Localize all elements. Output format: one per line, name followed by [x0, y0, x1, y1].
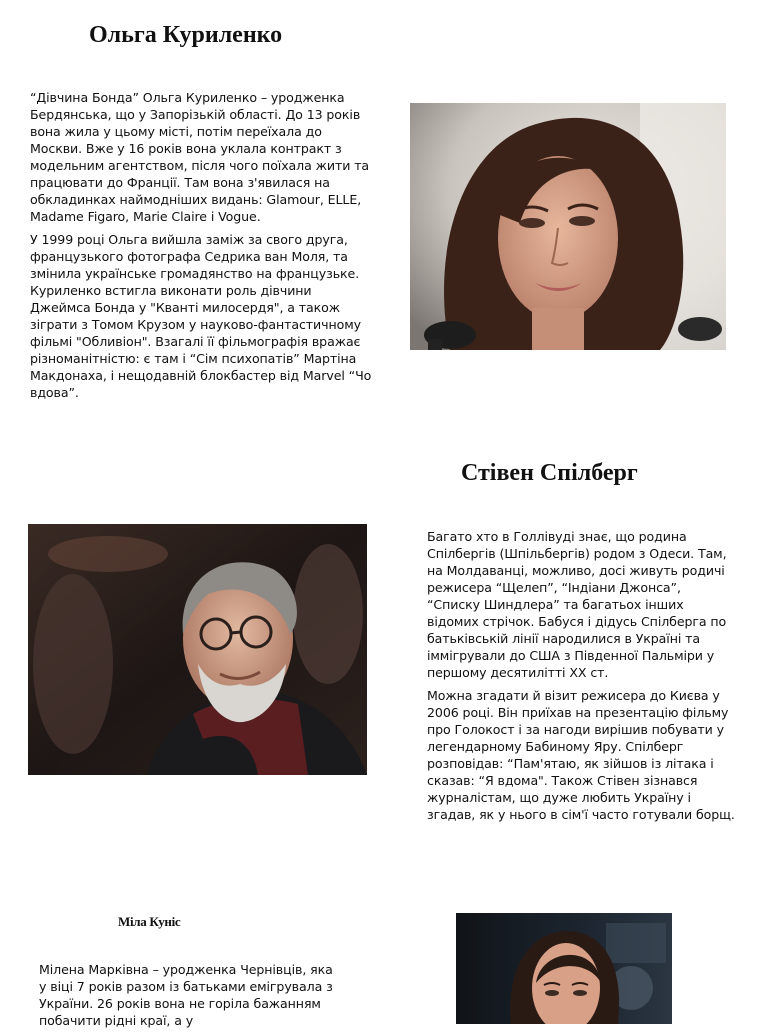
section-title-kunis: Міла Куніс [118, 914, 181, 929]
portrait-photo-kunis [456, 913, 672, 1024]
section-title-spielberg: Стівен Спілберг [461, 460, 638, 486]
portrait-photo-kurylenko [410, 103, 726, 350]
bio-text-kurylenko [30, 89, 375, 407]
paragraph: У 1999 році Ольга вийшла заміж за свого друга, французького фотографа Седрика ван Моля, та змінила українське громадянство на французьке. Куриленко встигла виконати роль дівчини Джеймса Бонда у "Кванті милосердя", а також зіграти з Томом Крузом у науково-фантастичному фільмі "Обливіон". Взагалі її фільмографія вражає різноманітністю: є там і “Сім психопатів” Мартіна Макдонаха, і нещодавній блокбастер від Marvel “Чо вдова”. [30, 232, 372, 400]
paragraph: Можна згадати й візит режисера до Києва у 2006 році. Він приїхав на презентацію фільму про Голокост і за нагоди вирішив побувати у легендарному Бабиному Яру. Спілберг розповідав: “Пам'ятаю, як зійшов із літака і сказав: “Я вдома". Також Стівен зізнався журналістам, що дуже любить Україну і згадав, як у нього в сім'ї часто готували борщ. [427, 688, 735, 822]
section-title-kurylenko: Ольга Куриленко [89, 22, 283, 48]
portrait-photo-spielberg [28, 524, 367, 775]
paragraph: “Дівчина Бонда” Ольга Куриленко – уродженка Бердянська, що у Запорізькій області. До 13 років вона жила у цьому місті, потім переїхала до Москви. Вже у 16 років вона уклала контракт з модельним агентством, після чого поїхала жити та працювати до Франції. Там вона з'явилася на обкладинках наймодніших видань: Glamour, ELLE, Madame Figaro, Marie Claire і Vogue. [30, 90, 370, 224]
paragraph: Мілена Марківна – уродженка Чернівців, яка у віці 7 років разом із батьками емігрувала з України. 26 років вона не горіла бажанням побачити рідні краї, а у [39, 962, 333, 1028]
bio-text-spielberg [427, 528, 737, 829]
paragraph: Багато хто в Голлівуді знає, що родина Спілбергів (Шпільбергів) родом з Одеси. Там, на Молдаванці, можливо, досі живуть родичі режисера “Щелеп”, “Індіани Джонса”, “Списку Шиндлера” та багатьох інших відомих стрічок. Бабуся і дідусь Спілберга по батьківській лінії народилися в Україні та іммігрували до США з Південної Пальміри у першому десятилітті ХХ ст. [427, 529, 727, 680]
